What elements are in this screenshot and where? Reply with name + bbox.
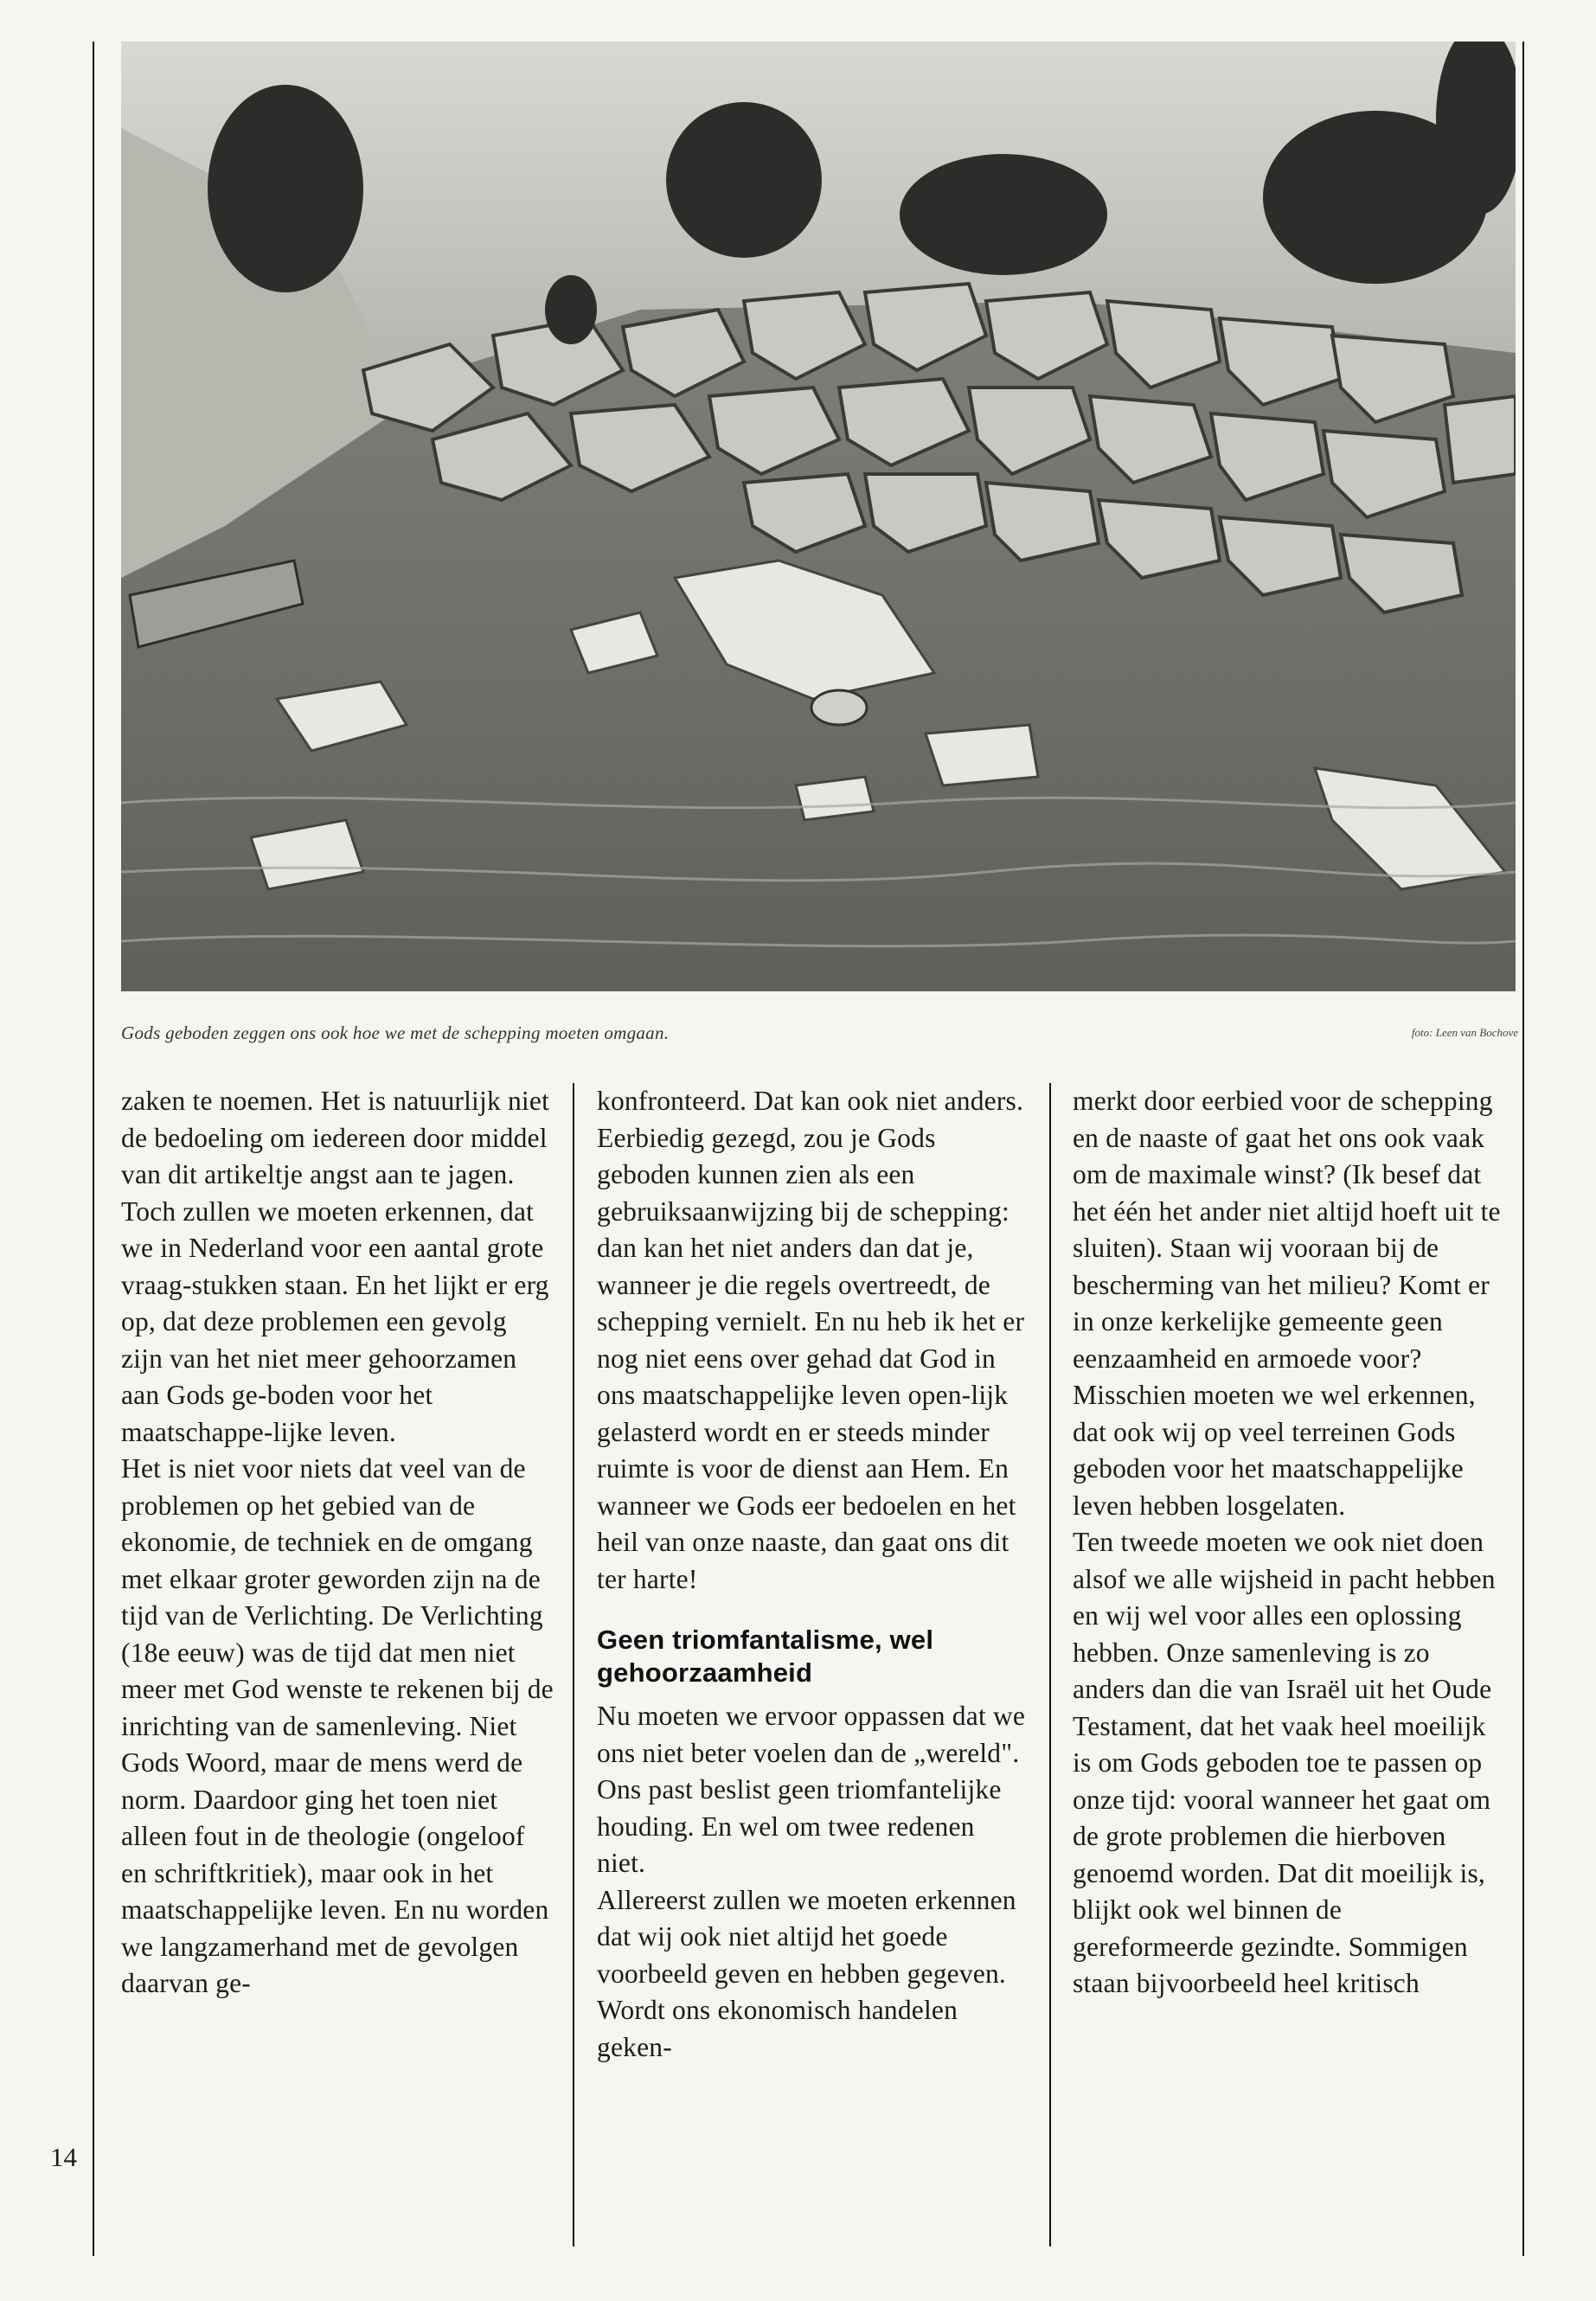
- left-margin-rule: [93, 42, 94, 2256]
- column-divider-2: [1049, 1083, 1051, 2247]
- section-heading: Geen triomfantalisme, wel gehoorzaamheid: [597, 1625, 934, 1688]
- photo-credit: foto: Leen van Bochove: [1411, 1026, 1518, 1039]
- page-number: 14: [50, 2142, 77, 2172]
- article-column-3: [1073, 1083, 1505, 2003]
- col2-paragraph-3: Allereerst zullen we moeten erkennen dat wij ook niet altijd het goede voorbeeld geven en hebben gegeven. Wordt ons ekonomisch handelen geken-: [597, 1884, 1016, 2062]
- col3-paragraph-2: Ten tweede moeten we ook niet doen alsof we alle wijsheid in pacht hebben en wij wel voor alles een oplossing hebben. Onze samenleving is zo anders dan die van Israël uit het Oude Testament, dat het vaak heel moeilijk is om Gods geboden toe te passen op onze tijd: vooral wanneer het gaat om de grote problemen die hierboven genoemd worden. Dat dit moeilijk is, blijkt ook wel binnen de gereformeerde gezindte. Sommigen staan bijvoorbeeld heel kritisch: [1073, 1527, 1496, 1998]
- col1-paragraph-1: zaken te noemen. Het is natuurlijk niet de bedoeling om iedereen door middel van dit artikeltje angst aan te jagen. Toch zullen we moeten erkennen, dat we in Nederland voor een aantal grote vraag-stukken staan. En het lijkt er erg op, dat deze problemen een gevolg zijn van het niet meer gehoorzamen aan Gods ge-boden voor het maatschappe-lijke leven.: [121, 1086, 550, 1447]
- photo-shore-litter: [121, 42, 1516, 991]
- column-divider-1: [573, 1083, 574, 2247]
- col3-paragraph-1: merkt door eerbied voor de schepping en de naaste of gaat het ons ook vaak om de maximale winst? (Ik besef dat het één het ander niet altijd hoeft uit te sluiten). Staan wij vooraan bij de bescherming van het milieu? Komt er in onze kerkelijke gemeente geen eenzaamheid en armoede voor? Misschien moeten we wel erkennen, dat ook wij op veel terreinen Gods geboden voor het maatschappelijke leven hebben losgelaten.: [1073, 1086, 1501, 1521]
- article-column-2: [597, 1083, 1029, 2066]
- photo-illustration: [121, 42, 1516, 991]
- article-column-1: [121, 1083, 554, 2003]
- col2-paragraph-2: Nu moeten we ervoor oppassen dat we ons niet beter voelen dan de „wereld". Ons past beslist geen triomfantelijke houding. En wel om twee redenen niet.: [597, 1701, 1026, 1878]
- col2-paragraph-1: konfronteerd. Dat kan ook niet anders. Eerbiedig gezegd, zou je Gods geboden kunnen zien als een gebruiksaanwijzing bij de schepping: dan kan het niet anders dan dat je, wanneer je die regels overtreedt, de schepping vernielt. En nu heb ik het er nog niet eens over gehad dat God in ons maatschappelijke leven open-lijk gelasterd wordt en er steeds minder ruimte is voor de dienst aan Hem. En wanneer we Gods eer bedoelen en het heil van onze naaste, dan gaat ons dit ter harte!: [597, 1086, 1025, 1594]
- col1-paragraph-2: Het is niet voor niets dat veel van de problemen op het gebied van de ekonomie, de techniek en de omgang met elkaar groter geworden zijn na de tijd van de Verlichting. De Verlichting (18e eeuw) was de tijd dat men niet meer met God wenste te rekenen bij de inrichting van de samenleving. Niet Gods Woord, maar de mens werd de norm. Daardoor ging het toen niet alleen fout in de theologie (ongeloof en schriftkritiek), maar ook in het maatschappelijke leven. En nu worden we langzamerhand met de gevolgen daarvan ge-: [121, 1453, 554, 1998]
- photo-caption: Gods geboden zeggen ons ook hoe we met de schepping moeten omgaan.: [121, 1022, 670, 1043]
- right-margin-rule: [1522, 42, 1524, 2256]
